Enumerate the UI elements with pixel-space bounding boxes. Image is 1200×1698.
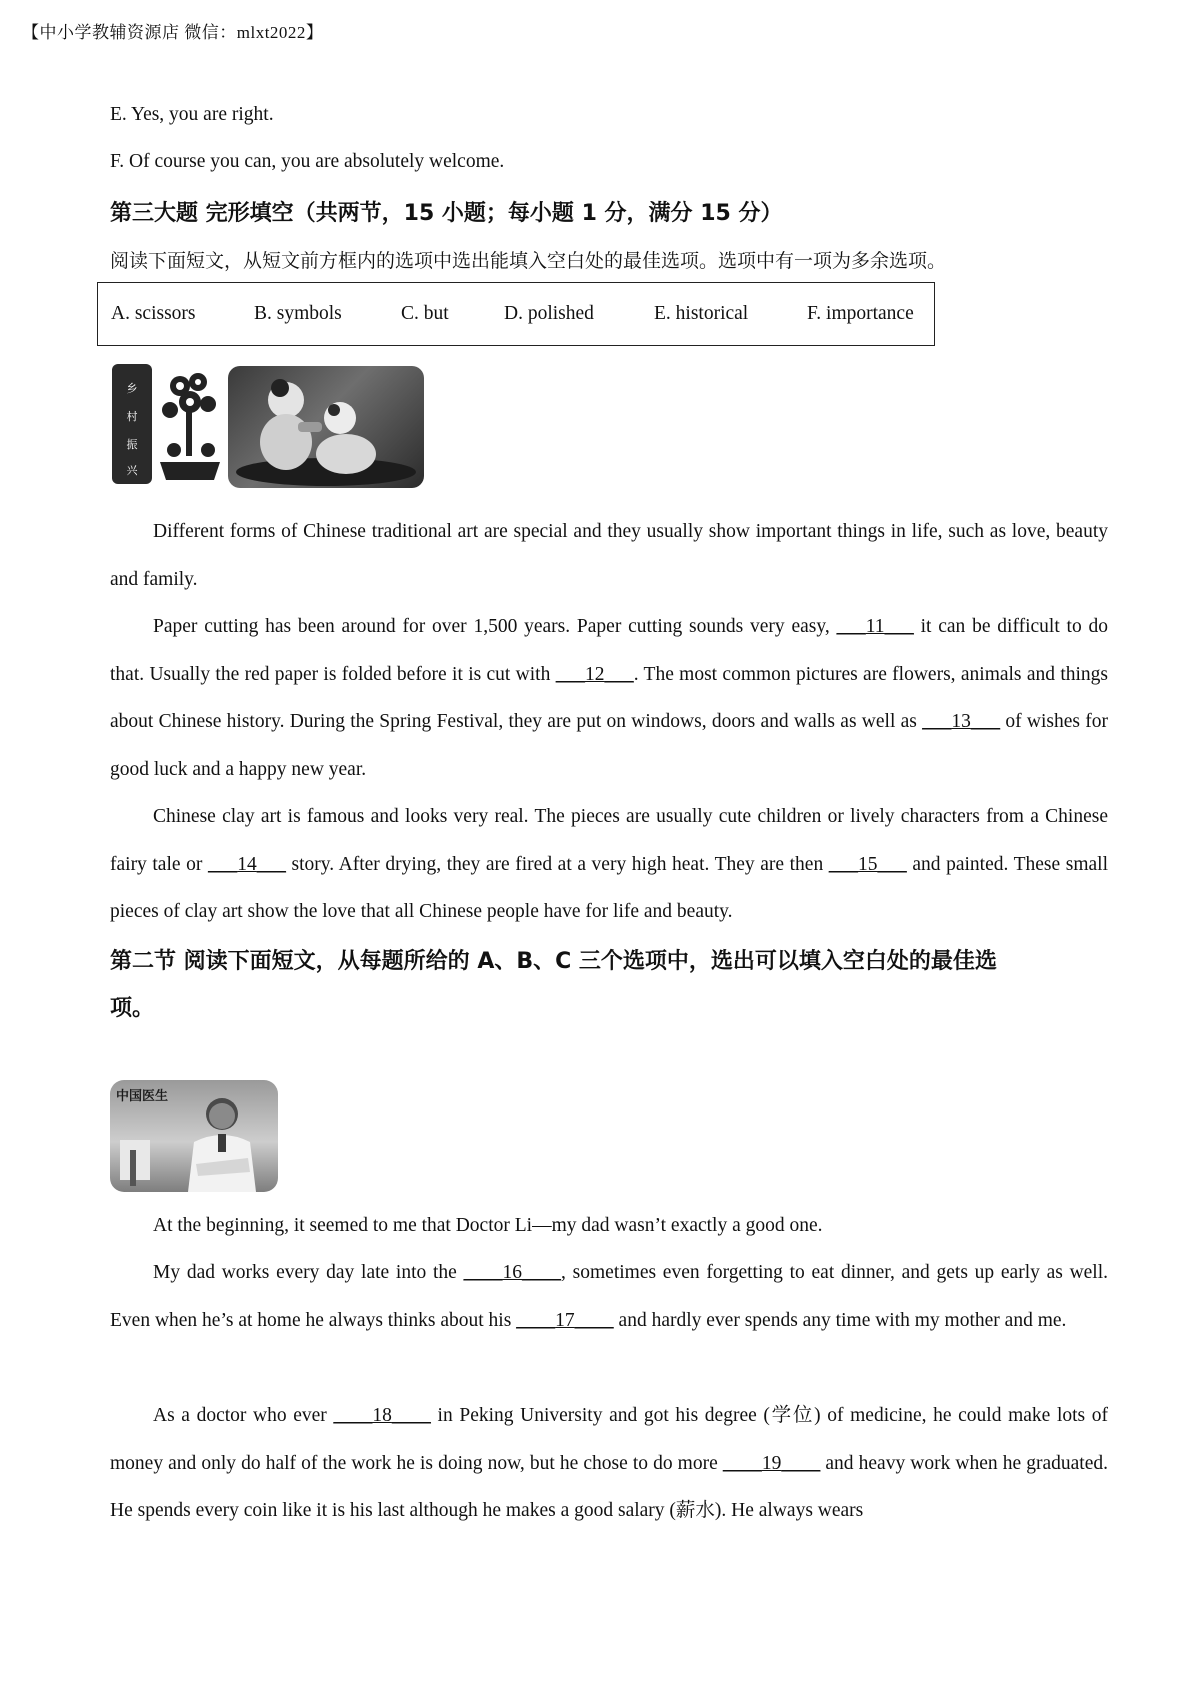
paper-cutting-image xyxy=(110,362,228,486)
section3-title: 第三大题 完形填空（共两节，15 小题；每小题 1 分，满分 15 分） xyxy=(110,201,783,226)
option-d: D. polished xyxy=(504,303,594,324)
p3-text-b: story. After drying, they are fired at a very high heat. They are then xyxy=(285,853,829,875)
blank-19-number: 19 xyxy=(761,1452,782,1474)
p1-text: Different forms of Chinese traditional art are special and they usually show important things in life, such as love, beauty and family. xyxy=(110,521,1108,590)
passage1-paragraph1 xyxy=(110,508,1108,603)
passage1-paragraph3 xyxy=(110,793,1108,936)
blank-16: ____16____ xyxy=(463,1262,562,1283)
p2-1-text: At the beginning, it seemed to me that Doctor Li—my dad wasn’t exactly a good one. xyxy=(153,1215,823,1236)
blank-18: ____18____ xyxy=(333,1405,431,1426)
passage2-paragraph1 xyxy=(110,1202,1108,1250)
p2-3-text-b: in Peking University and got his degree (学位) of medicine, he could make lots of money and only do half of the work he is doing now, but he chose to do more xyxy=(110,1405,1108,1474)
section3-instruction: 阅读下面短文，从短文前方框内的选项中选出能填入空白处的最佳选项。选项中有一项为多余选项。 xyxy=(110,250,947,272)
blank-19: ____19____ xyxy=(722,1452,821,1474)
blank-16-number: 16 xyxy=(502,1262,523,1283)
blank-13-number: 13 xyxy=(951,711,971,732)
p2-3-text-a: As a doctor who ever xyxy=(153,1405,334,1426)
p2-2-text-b: , sometimes even forgetting to eat dinner, and gets up early as well. Even when he’s at home he always thinks about his xyxy=(110,1262,1109,1331)
p2-text-a: Paper cutting has been around for over 1,500 years. Paper cutting sounds very easy, xyxy=(153,616,837,637)
option-a: A. scissors xyxy=(111,303,196,324)
option-c: C. but xyxy=(401,303,449,324)
blank-14-number: 14 xyxy=(237,853,257,875)
doctor-image xyxy=(110,1080,278,1192)
p2-3-text-c: and heavy work when he graduated. He spends every coin like it is his last although he makes a good salary (薪水). He always wears xyxy=(110,1452,1108,1521)
option-e-box: E. historical xyxy=(654,303,749,324)
blank-17-number: 17 xyxy=(555,1309,575,1331)
blank-13: ___13___ xyxy=(922,711,1001,732)
blank-18-number: 18 xyxy=(372,1405,392,1426)
watermark: 【中小学教辅资源店 微信：mlxt2022】 xyxy=(22,23,324,42)
p2-text-b: it can be difficult to do that. Usually the red paper is folded before it is cut with xyxy=(110,616,1108,685)
p2-text-c: . The most common pictures are flowers, animals and things about Chinese history. During the Spring Festival, they are put on windows, doors and walls as well as xyxy=(110,663,1108,732)
p2-2-text-a: My dad works every day late into the xyxy=(153,1262,464,1283)
p3-text-a: Chinese clay art is famous and looks very real. The pieces are usually cute children or lively characters from a Chinese fairy tale or xyxy=(110,806,1108,875)
blank-11: ___11___ xyxy=(836,616,914,637)
paper-cut-char-4: 兴 xyxy=(126,464,138,477)
option-f: F. Of course you can, you are absolutely welcome. xyxy=(110,151,505,172)
blank-15-number: 15 xyxy=(858,853,878,875)
section2-title-line2: 项。 xyxy=(110,996,155,1021)
passage2-paragraph2 xyxy=(110,1249,1108,1344)
option-f-box: F. importance xyxy=(807,303,914,324)
blank-12: ___12___ xyxy=(555,663,634,685)
p3-text-c: and painted. These small pieces of clay art show the love that all Chinese people have for life and beauty. xyxy=(110,853,1108,922)
blank-11-number: 11 xyxy=(865,616,885,637)
clay-art-image xyxy=(228,366,424,488)
passage1-paragraph2 xyxy=(110,603,1108,793)
paper-cut-char-3: 振 xyxy=(126,438,138,451)
option-b: B. symbols xyxy=(254,303,342,324)
passage2-paragraph3 xyxy=(110,1392,1108,1535)
options-box xyxy=(97,282,935,346)
section2-title-line1: 第二节 阅读下面短文，从每题所给的 A、B、C 三个选项中，选出可以填入空白处的最佳选 xyxy=(110,949,997,974)
blank-14: ___14___ xyxy=(207,853,286,875)
paper-cut-char-2: 村 xyxy=(126,410,138,423)
blank-12-number: 12 xyxy=(584,663,605,685)
option-e: E. Yes, you are right. xyxy=(110,104,274,125)
p2-2-text-c: and hardly ever spends any time with my mother and me. xyxy=(613,1309,1067,1331)
blank-15: ___15___ xyxy=(828,853,907,875)
doctor-image-caption: 中国医生 xyxy=(116,1089,169,1104)
p2-text-d: of wishes for good luck and a happy new year. xyxy=(110,711,1108,780)
blank-17: ____17____ xyxy=(516,1309,614,1331)
paper-cut-char-1: 乡 xyxy=(126,382,138,395)
